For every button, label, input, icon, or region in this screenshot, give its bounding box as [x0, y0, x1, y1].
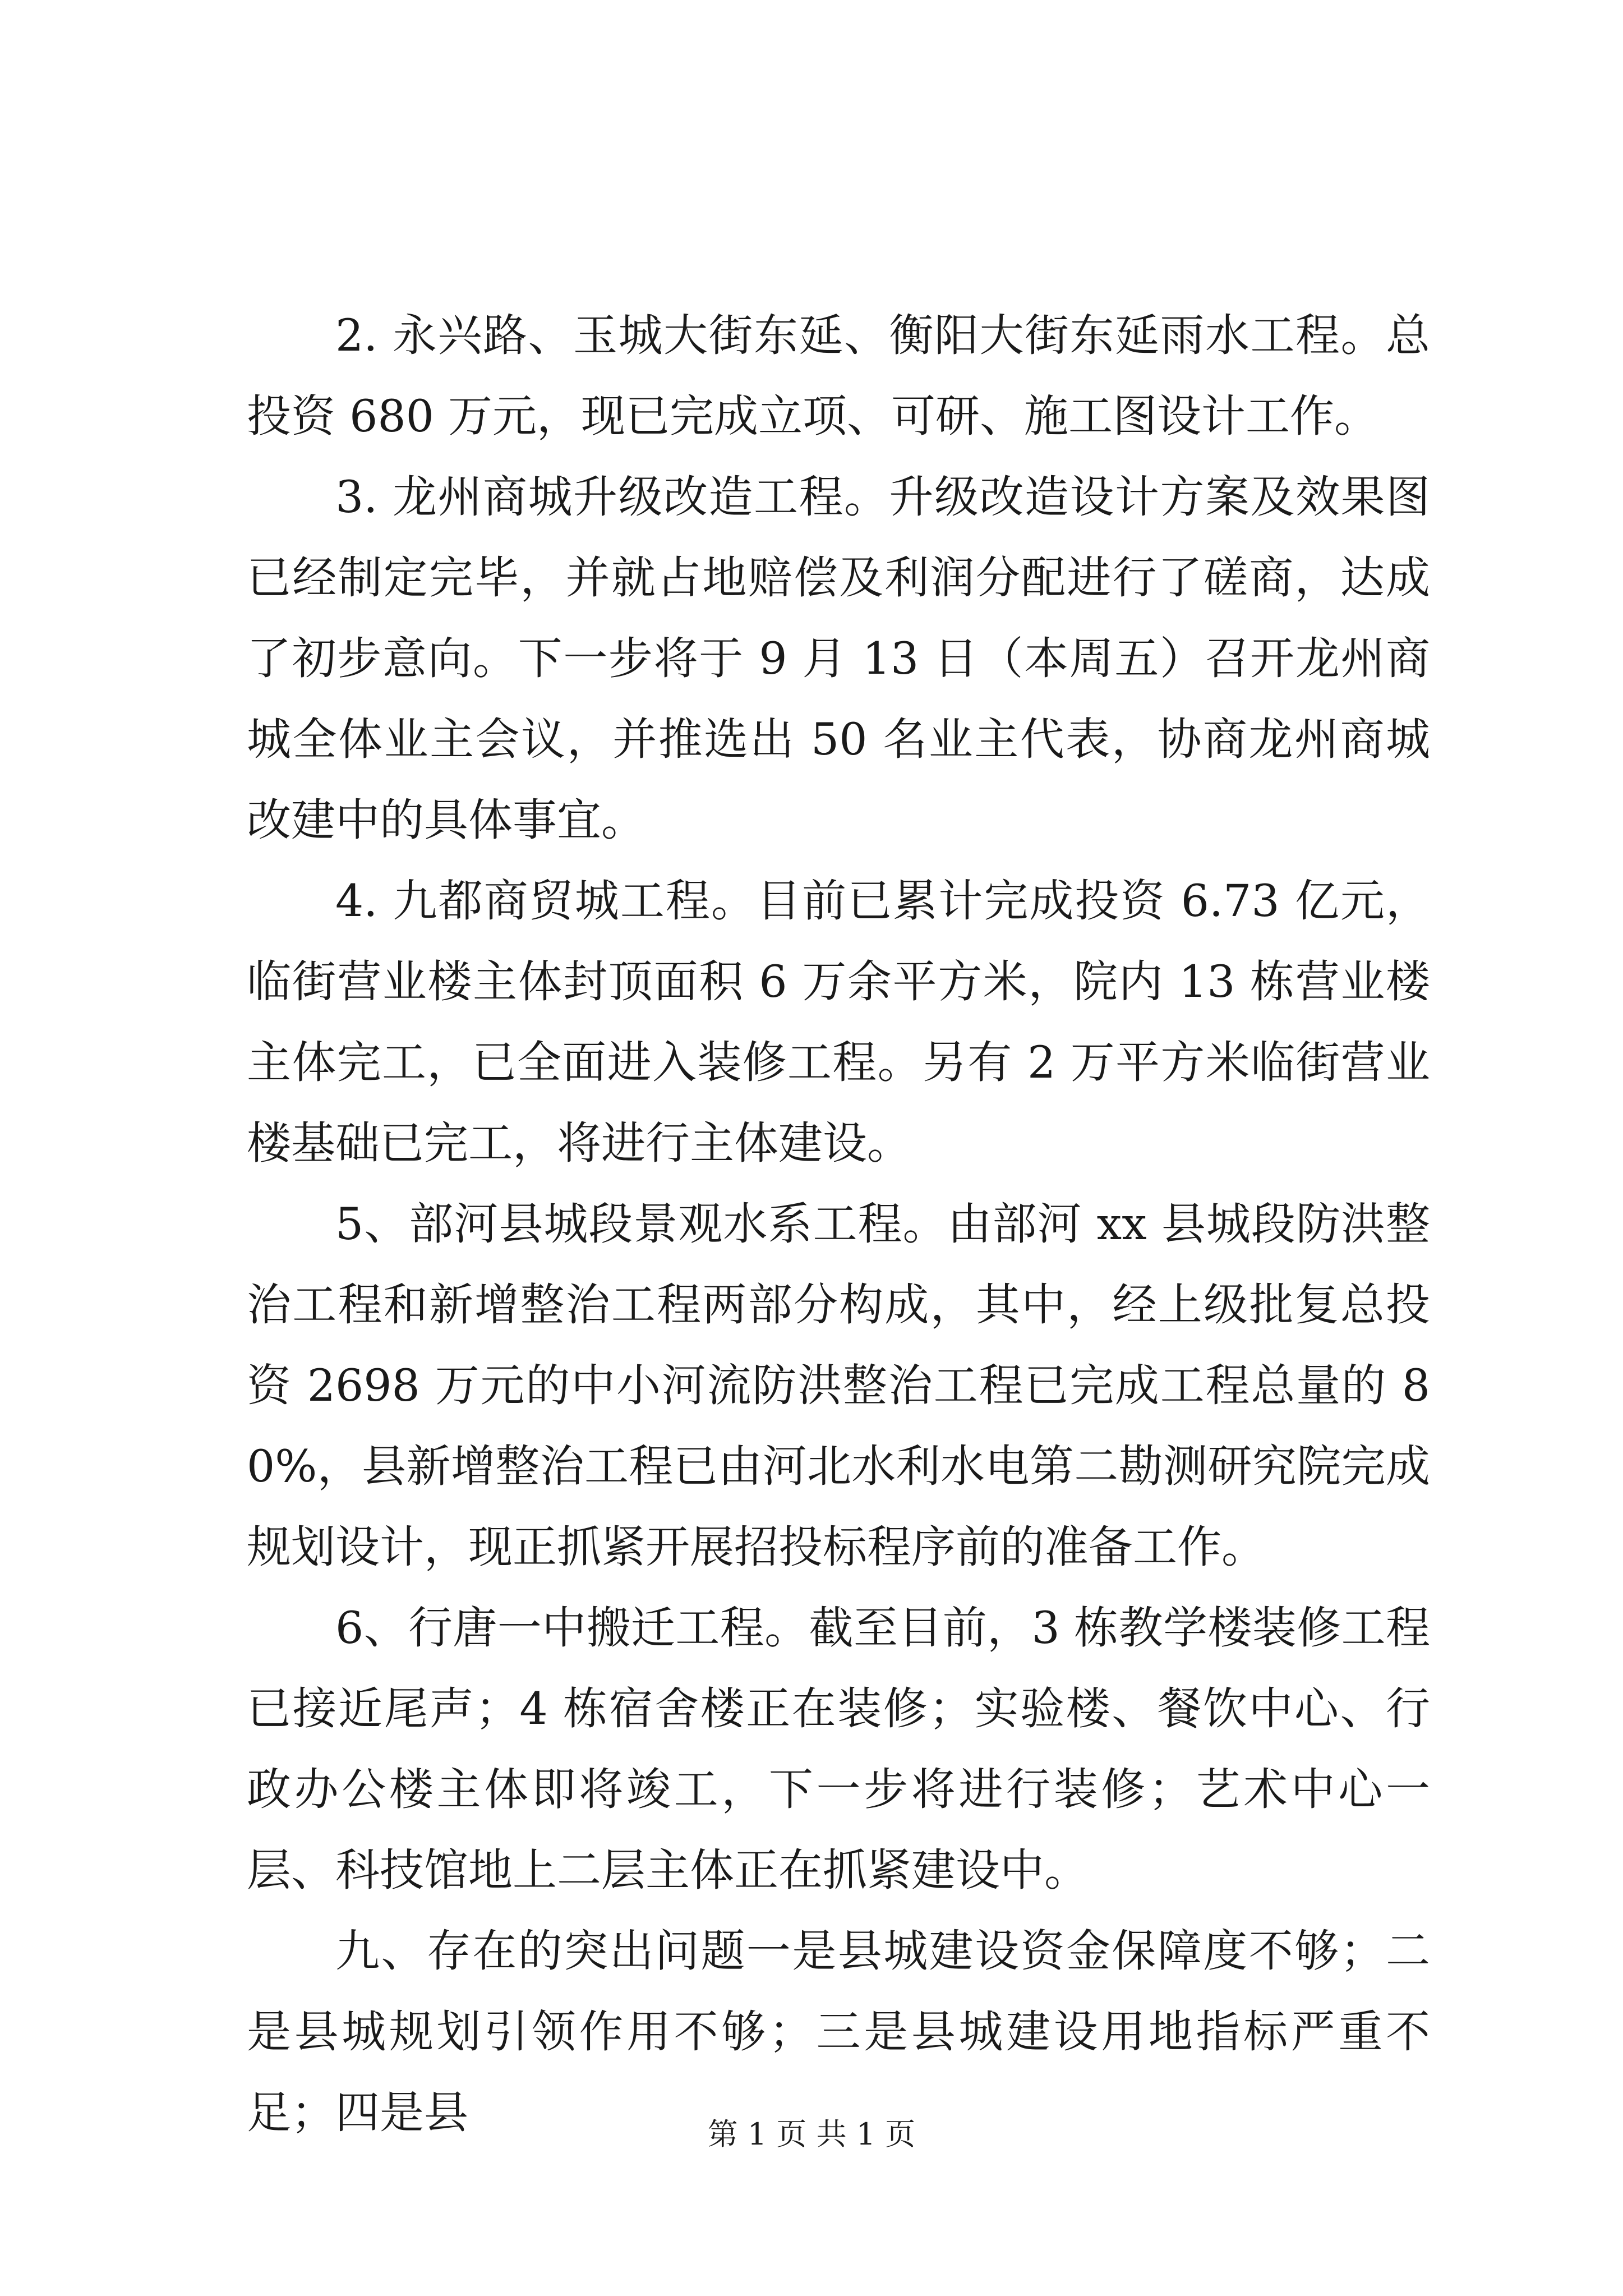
- page-number: 第 1 页 共 1 页: [707, 2116, 916, 2152]
- paragraph-item-2: 2. 永兴路、玉城大街东延、衡阳大街东延雨水工程。总投资 680 万元，现已完成立项、可研、施工图设计工作。: [247, 310, 1430, 442]
- document-body: [247, 295, 1430, 2153]
- paragraph-item-4: 4. 九都商贸城工程。目前已累计完成投资 6.73 亿元，临街营业楼主体封顶面积 6 万余平方米，院内 13 栋营业楼主体完工，已全面进入装修工程。另有 2 万平方米临街营业楼基础已完工，将进行主体建设。: [247, 875, 1430, 1169]
- paragraph-item-6: 6、行唐一中搬迁工程。截至目前，3 栋教学楼装修工程已接近尾声；4 栋宿舍楼正在装修；实验楼、餐饮中心、行政办公楼主体即将竣工，下一步将进行装修；艺术中心一层、科技馆地上二层主体正在抓紧建设中。: [247, 1602, 1430, 1896]
- page-footer: [0, 2115, 1623, 2154]
- paragraph-problems: 九、存在的突出问题一是县城建设资金保障度不够；二是县城规划引领作用不够；三是县城建设用地指标严重不足；四是县: [247, 1925, 1430, 2138]
- paragraph-item-3: 3. 龙州商城升级改造工程。升级改造设计方案及效果图已经制定完毕，并就占地赔偿及利润分配进行了磋商，达成了初步意向。下一步将于 9 月 13 日（本周五）召开龙州商城全体业主会议，并推选出 50 名业主代表，协商龙州商城改建中的具体事宜。: [247, 471, 1430, 846]
- paragraph-item-5: 5、部河县城段景观水系工程。由部河 xx 县城段防洪整治工程和新增整治工程两部分构成，其中，经上级批复总投资 2698 万元的中小河流防洪整治工程已完成工程总量的 80%，县新增整治工程已由河北水利水电第二勘测研究院完成规划设计，现正抓紧开展招投标程序前的准备工作。: [247, 1198, 1430, 1573]
